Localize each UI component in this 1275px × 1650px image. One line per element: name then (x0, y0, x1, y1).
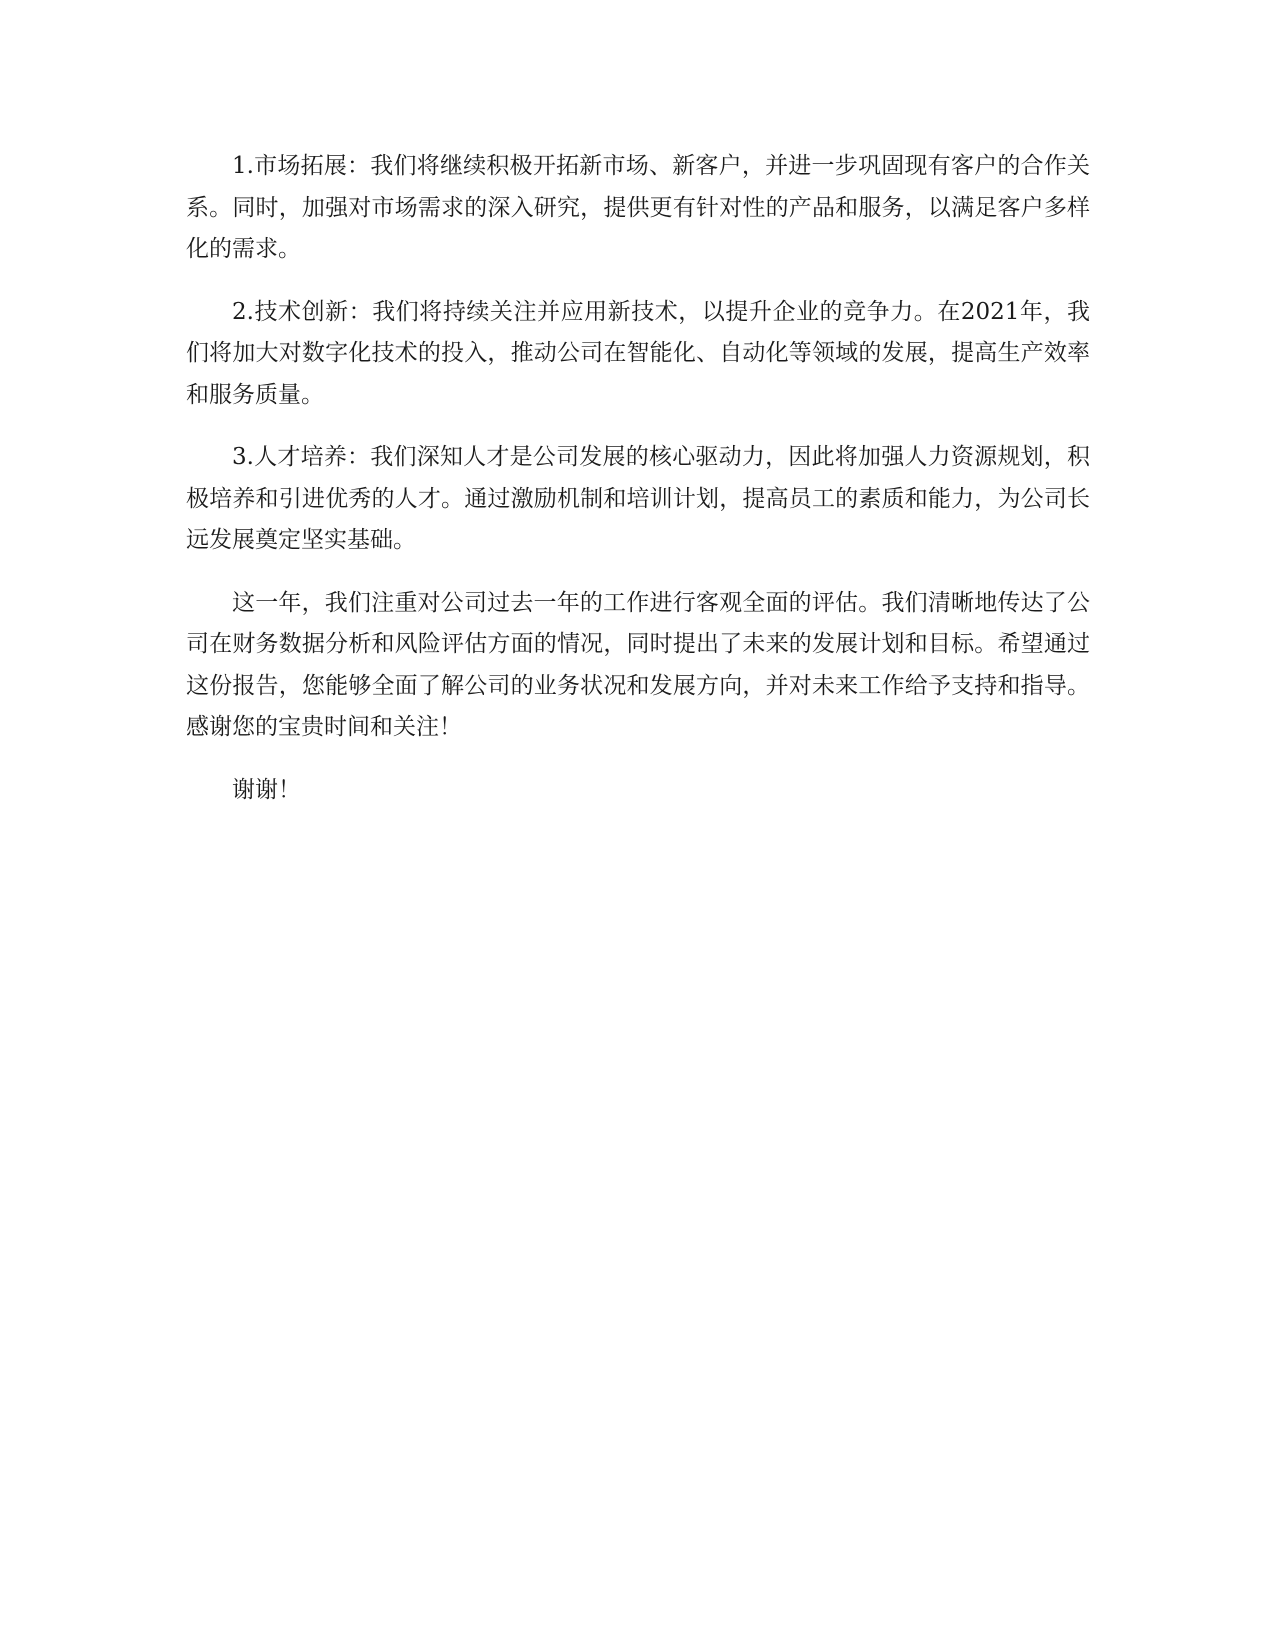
paragraph-summary: 这一年，我们注重对公司过去一年的工作进行客观全面的评估。我们清晰地传达了公司在财务数据分析和风险评估方面的情况，同时提出了未来的发展计划和目标。希望通过这份报告，您能够全面了解公司的业务状况和发展方向，并对未来工作给予支持和指导。感谢您的宝贵时间和关注！ (186, 589, 1090, 740)
paragraph-tech-innovation: 2.技术创新：我们将持续关注并应用新技术，以提升企业的竞争力。在2021年，我们将加大对数字化技术的投入，推动公司在智能化、自动化等领域的发展，提高生产效率和服务质量。 (186, 298, 1090, 408)
document-body (186, 146, 1090, 832)
paragraph-market-expansion: 1.市场拓展：我们将继续积极开拓新市场、新客户，并进一步巩固现有客户的合作关系。同时，加强对市场需求的深入研究，提供更有针对性的产品和服务，以满足客户多样化的需求。 (186, 153, 1090, 262)
paragraph-talent-development: 3.人才培养：我们深知人才是公司发展的核心驱动力，因此将加强人力资源规划，积极培养和引进优秀的人才。通过激励机制和培训计划，提高员工的素质和能力，为公司长远发展奠定坚实基础。 (186, 444, 1090, 553)
paragraph-thanks: 谢谢！ (232, 776, 301, 803)
